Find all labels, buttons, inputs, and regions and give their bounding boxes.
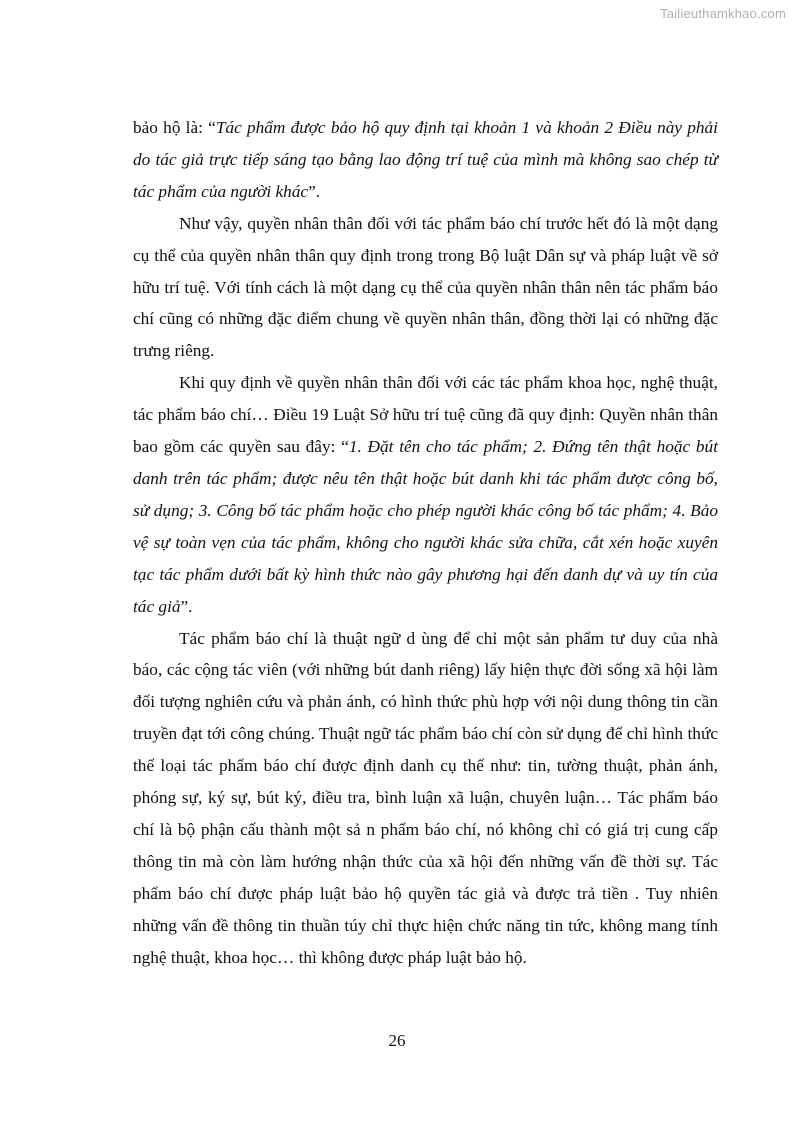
paragraph-4: Tác phẩm báo chí là thuật ngữ d ùng để chỉ một sản phẩm tư duy của nhà báo, các cộng tác viên (với những bút danh riêng) lấy hiện thực đời sống xã hội làm đối tượng nghiên cứu và phản ánh, có hình thức phù hợp với nội dung thông tin cần truyền đạt tới công chúng. Thuật ngữ tác phẩm báo chí còn sử dụng để chỉ hình thức thể loại tác phẩm báo chí được định danh cụ thể như: tin, tường thuật, phản ánh, phóng sự, ký sự, bút ký, điều tra, bình luận xã luận, chuyên luận… Tác phẩm báo chí là bộ phận cấu thành một sả n phẩm báo chí, nó không chỉ có giá trị cung cấp thông tin mà còn làm hướng nhận thức của xã hội đến những vấn đề thời sự. Tác phẩm báo chí được pháp luật bảo hộ quyền tác giả và được trả tiền . Tuy nhiên những vấn đề thông tin thuần túy chỉ thực hiện chức năng tin tức, không mang tính nghệ thuật, khoa học… thì không được pháp luật bảo hộ. [133,628,718,967]
paragraph-1 [133,112,718,208]
paragraph-3 [133,367,718,622]
watermark: Tailieuthamkhao.com [660,6,786,21]
paragraph-3-tail: ”. [180,596,193,616]
paragraph-3-lead: Khi quy định về quyền nhân thân đối với các tác phẩm khoa học, nghệ thuật, tác phẩm báo chí… Điều 19 Luật Sở hữu trí tuệ cũng đã quy định: Quyền nhân thân bao gồm các quyền sau đây: “ [133,373,718,457]
document-body [133,112,718,973]
paragraph-3-quote: 1. Đặt tên cho tác phẩm; 2. Đứng tên thật hoặc bút danh trên tác phẩm; được nêu tên thật hoặc bút danh khi tác phẩm được công bố, sử dụng; 3. Công bố tác phẩm hoặc cho phép người khác công bố tác phẩm; 4. Bảo vệ sự toàn vẹn của tác phẩm, không cho người khác sửa chữa, cắt xén hoặc xuyên tạc tác phẩm dưới bất kỳ hình thức nào gây phương hại đến danh dự và uy tín của tác giả [133,437,718,616]
paragraph-1-quote: Tác phẩm được bảo hộ quy định tại khoản 1 và khoản 2 Điều này phải do tác giả trực tiếp sáng tạo bằng lao động trí tuệ của mình mà không sao chép từ tác phẩm của người khác [133,118,718,201]
paragraph-2: Như vậy, quyền nhân thân đối với tác phẩm báo chí trước hết đó là một dạng cụ thể của quyền nhân thân quy định trong trong Bộ luật Dân sự và pháp luật về sở hữu trí tuệ. Với tính cách là một dạng cụ thể của quyền nhân thân nên tác phẩm báo chí cũng có những đặc điểm chung về quyền nhân thân, đồng thời lại có những đặc trưng riêng. [133,213,718,361]
paragraph-1-tail: ”. [308,181,321,201]
paragraph-1-lead: bảo hộ là: “ [133,118,216,137]
page-number: 26 [388,1031,406,1050]
